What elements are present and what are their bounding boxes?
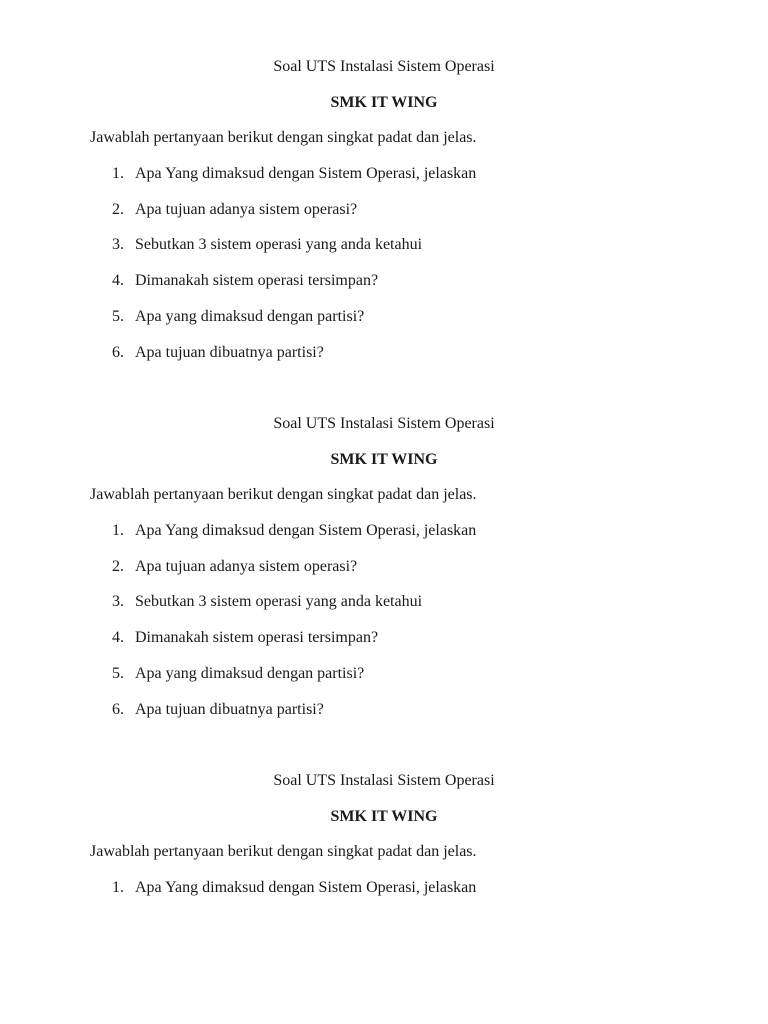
- question-item: [112, 664, 364, 684]
- school-name: SMK IT WING: [330, 94, 438, 111]
- question-item: [112, 164, 476, 184]
- question-number: 6.: [112, 701, 124, 718]
- question-item: [112, 343, 324, 363]
- question-number: 2.: [112, 558, 124, 575]
- question-text: Apa yang dimaksud dengan partisi?: [135, 665, 365, 682]
- question-number: 6.: [112, 344, 124, 361]
- question-text: Sebutkan 3 sistem operasi yang anda ketahui: [135, 593, 423, 610]
- question-text: Dimanakah sistem operasi tersimpan?: [135, 629, 379, 646]
- question-item: [112, 592, 422, 612]
- question-item: [112, 878, 476, 898]
- question-text: Apa Yang dimaksud dengan Sistem Operasi, jelaskan: [135, 165, 477, 182]
- question-number: 1.: [112, 879, 124, 896]
- question-text: Apa tujuan adanya sistem operasi?: [135, 201, 358, 218]
- question-number: 4.: [112, 629, 124, 646]
- question-text: Apa tujuan dibuatnya partisi?: [135, 701, 324, 718]
- question-item: [112, 700, 324, 720]
- question-text: Apa tujuan dibuatnya partisi?: [135, 344, 324, 361]
- question-number: 5.: [112, 665, 124, 682]
- instruction-text: Jawablah pertanyaan berikut dengan singkat padat dan jelas.: [90, 843, 477, 860]
- question-item: [112, 628, 378, 648]
- school-name: SMK IT WING: [330, 808, 438, 825]
- question-item: [112, 557, 357, 577]
- question-number: 3.: [112, 236, 124, 253]
- question-text: Apa Yang dimaksud dengan Sistem Operasi, jelaskan: [135, 879, 477, 896]
- instruction-text: Jawablah pertanyaan berikut dengan singkat padat dan jelas.: [90, 486, 477, 503]
- question-number: 1.: [112, 165, 124, 182]
- question-number: 4.: [112, 272, 124, 289]
- question-item: [112, 307, 364, 327]
- question-text: Dimanakah sistem operasi tersimpan?: [135, 272, 379, 289]
- exam-title: Soal UTS Instalasi Sistem Operasi: [273, 415, 495, 432]
- question-text: Apa Yang dimaksud dengan Sistem Operasi, jelaskan: [135, 522, 477, 539]
- question-item: [112, 271, 378, 291]
- question-item: [112, 200, 357, 220]
- question-number: 3.: [112, 593, 124, 610]
- exam-title: Soal UTS Instalasi Sistem Operasi: [273, 772, 495, 789]
- question-number: 2.: [112, 201, 124, 218]
- question-text: Apa yang dimaksud dengan partisi?: [135, 308, 365, 325]
- school-name: SMK IT WING: [330, 451, 438, 468]
- question-number: 1.: [112, 522, 124, 539]
- question-number: 5.: [112, 308, 124, 325]
- question-text: Sebutkan 3 sistem operasi yang anda ketahui: [135, 236, 423, 253]
- exam-title: Soal UTS Instalasi Sistem Operasi: [273, 58, 495, 75]
- question-item: [112, 235, 422, 255]
- instruction-text: Jawablah pertanyaan berikut dengan singkat padat dan jelas.: [90, 129, 477, 146]
- question-item: [112, 521, 476, 541]
- question-text: Apa tujuan adanya sistem operasi?: [135, 558, 358, 575]
